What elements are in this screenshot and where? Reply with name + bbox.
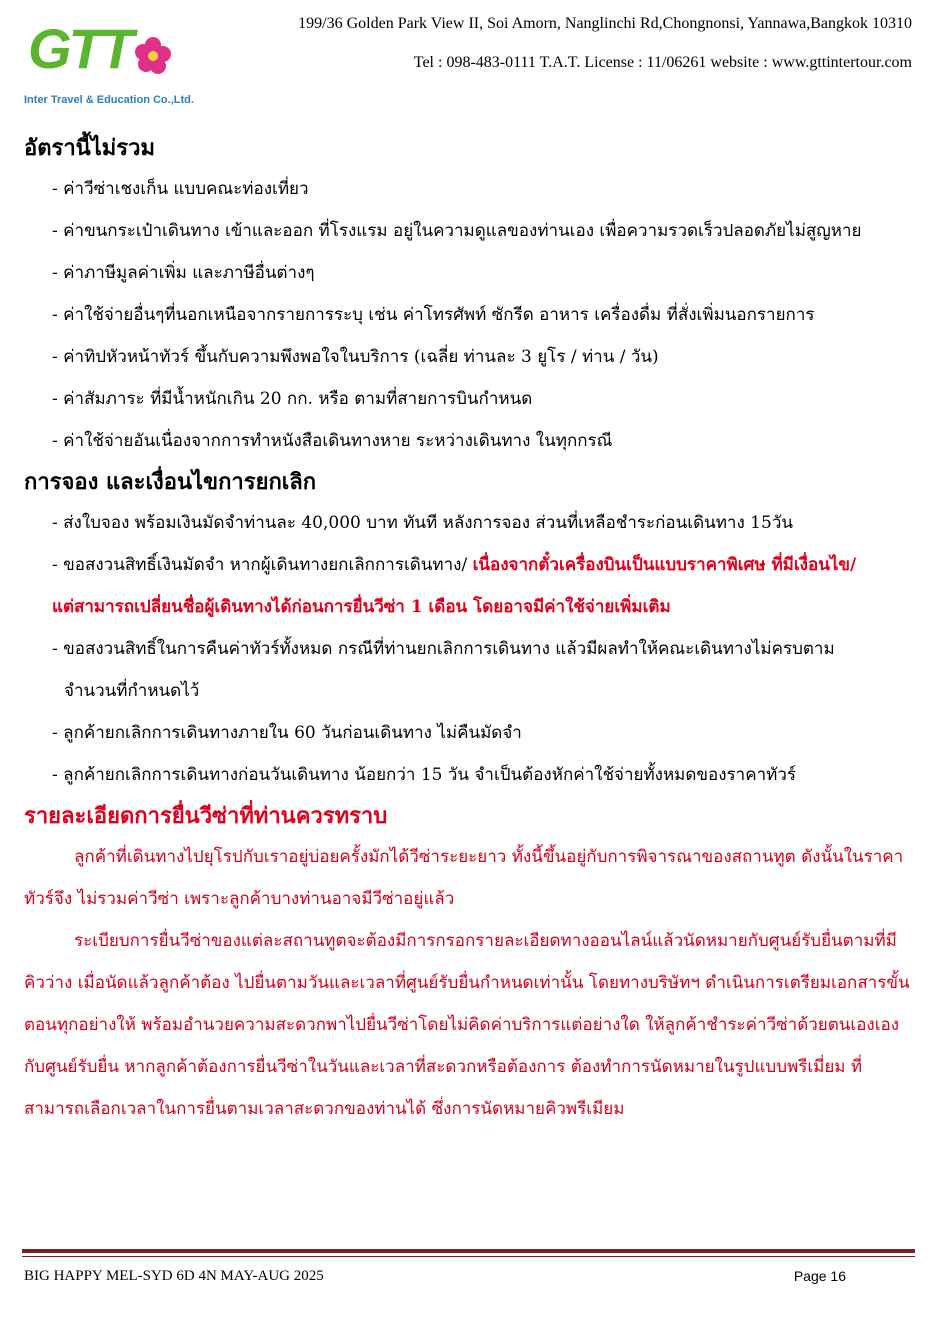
list-item: - ค่าขนกระเป๋าเดินทาง เข้าและออก ที่โรงแรม อยู่ในความดูแลของท่านเอง เพื่อความรวดเร็วปลอดภัยไม่สูญหาย — [52, 221, 862, 241]
list-item: - ส่งใบจอง พร้อมเงินมัดจำท่านละ 40,000 บาท ทันที หลังการจอง ส่วนที่เหลือชำระก่อนเดินทาง 15วัน — [52, 513, 793, 533]
visa-paragraph-2 — [24, 920, 914, 1130]
program-name: BIG HAPPY MEL-SYD 6D 4N MAY-AUG 2025 — [24, 1268, 324, 1284]
flower-icon — [128, 30, 178, 80]
page-number: Page 16 — [793, 1268, 846, 1284]
visa-heading: รายละเอียดการยื่นวีซ่าที่ท่านควรทราบ — [24, 803, 388, 829]
visa-paragraph-1 — [24, 836, 914, 920]
list-item: - ค่าภาษีมูลค่าเพิ่ม และภาษีอื่นต่างๆ — [52, 263, 315, 283]
company-contact: Tel : 098-483-0111 T.A.T. License : 11/06261 website : www.gttintertour.com — [413, 54, 912, 71]
company-address: 199/36 Golden Park View II, Soi Amorn, Nanglinchi Rd,Chongnonsi, Yannawa,Bangkok 10310 — [298, 15, 912, 32]
logo-subtitle: Inter Travel & Education Co.,Ltd. — [24, 94, 194, 106]
list-item: - ค่าใช้จ่ายอื่นๆที่นอกเหนือจากรายการระบุ เช่น ค่าโทรศัพท์ ซักรีด อาหาร เครื่องดื่ม ที่สั่งเพิ่มนอกรายการ — [52, 305, 815, 325]
visa-paragraph-2-text: ระเบียบการยื่นวีซ่าของแต่ละสถานทูตจะต้องมีการกรอกรายละเอียดทางออนไลน์แล้วนัดหมายกับศูนย์รับยื่นตามที่มีคิวว่าง เมื่อนัดแล้วลูกค้าต้อง ไปยื่นตามวันและเวลาที่ศูนย์รับยื่นกำหนดเท่านั้น โดยทางบริษัทฯ ดำเนินการเตรียมเอกสารขั้นตอนทุกอย่างให้ พร้อมอำนวยความสะดวกพาไปยื่นวีซ่าโดยไม่คิดค่าบริการแต่อย่างใด ให้ลูกค้าชำระค่าวีซ่าด้วยตนเองเองกับศูนย์รับยื่น หากลูกค้าต้องการยื่นวีซ่าในวันและเวลาที่สะดวกหรือต้องการ ต้องทำการนัดหมายในรูปแบบพรีเมี่ยม ที่สามารถเลือกเวลาในการยื่นตามเวลาสะดวกของท่านได้ ซึ่งการนัดหมายคิวพรีเมียม — [24, 931, 910, 1119]
logo-brand: GTT — [28, 17, 131, 80]
list-item: - ค่าใช้จ่ายอันเนื่องจากการทำหนังสือเดินทางหาย ระหว่างเดินทาง ในทุกกรณี — [52, 431, 613, 451]
list-item-cont: จำนวนที่กำหนดไว้ — [64, 681, 200, 701]
company-logo — [20, 16, 194, 116]
list-item: - ค่าสัมภาระ ที่มีน้ำหนักเกิน 20 กก. หรือ ตามที่สายการบินกำหนด — [52, 389, 533, 409]
deposit-policy-highlight: เนื่องจากตั๋วเครื่องบินเป็นแบบราคาพิเศษ ที่มีเงื่อนไข/ — [472, 555, 857, 575]
footer-divider-thin — [22, 1256, 915, 1257]
booking-heading: การจอง และเงื่อนไขการยกเลิก — [24, 469, 317, 495]
deposit-policy-highlight-cont: แต่สามารถเปลี่ยนชื่อผู้เดินทางได้ก่อนการยื่นวีซ่า 1 เดือน โดยอาจมีค่าใช้จ่ายเพิ่มเติม — [52, 597, 671, 617]
list-item — [24, 544, 914, 586]
list-item: - ค่าทิปหัวหน้าทัวร์ ขึ้นกับความพึงพอใจในบริการ (เฉลี่ย ท่านละ 3 ยูโร / ท่าน / วัน) — [52, 347, 659, 367]
list-item: - ลูกค้ายกเลิกการเดินทางก่อนวันเดินทาง น้อยกว่า 15 วัน จำเป็นต้องหักค่าใช้จ่ายทั้งหมดของราคาทัวร์ — [52, 765, 797, 785]
page-content — [24, 128, 914, 1130]
footer-divider — [22, 1249, 915, 1253]
deposit-policy-text: - ขอสงวนสิทธิ์เงินมัดจำ หากผู้เดินทางยกเลิกการเดินทาง/ — [52, 555, 473, 575]
list-item: - ขอสงวนสิทธิ์ในการคืนค่าทัวร์ทั้งหมด กรณีที่ท่านยกเลิกการเดินทาง แล้วมีผลทำให้คณะเดินทางไม่ครบตาม — [52, 639, 835, 659]
list-item: - ลูกค้ายกเลิกการเดินทางภายใน 60 วันก่อนเดินทาง ไม่คืนมัดจำ — [52, 723, 522, 743]
visa-paragraph-1-text: ลูกค้าที่เดินทางไปยุโรปกับเราอยู่บ่อยครั้งมักได้วีซ่าระยะยาว ทั้งนี้ขึ้นอยู่กับการพิจารณาของสถานทูต ดังนั้นในราคาทัวร์จึง ไม่รวมค่าวีซ่า เพราะลูกค้าบางท่านอาจมีวีซ่าอยู่แล้ว — [24, 847, 904, 909]
list-item: - ค่าวีซ่าเชงเก็น แบบคณะท่องเที่ยว — [52, 179, 309, 199]
not-included-heading: อัตรานี้ไม่รวม — [24, 135, 155, 161]
